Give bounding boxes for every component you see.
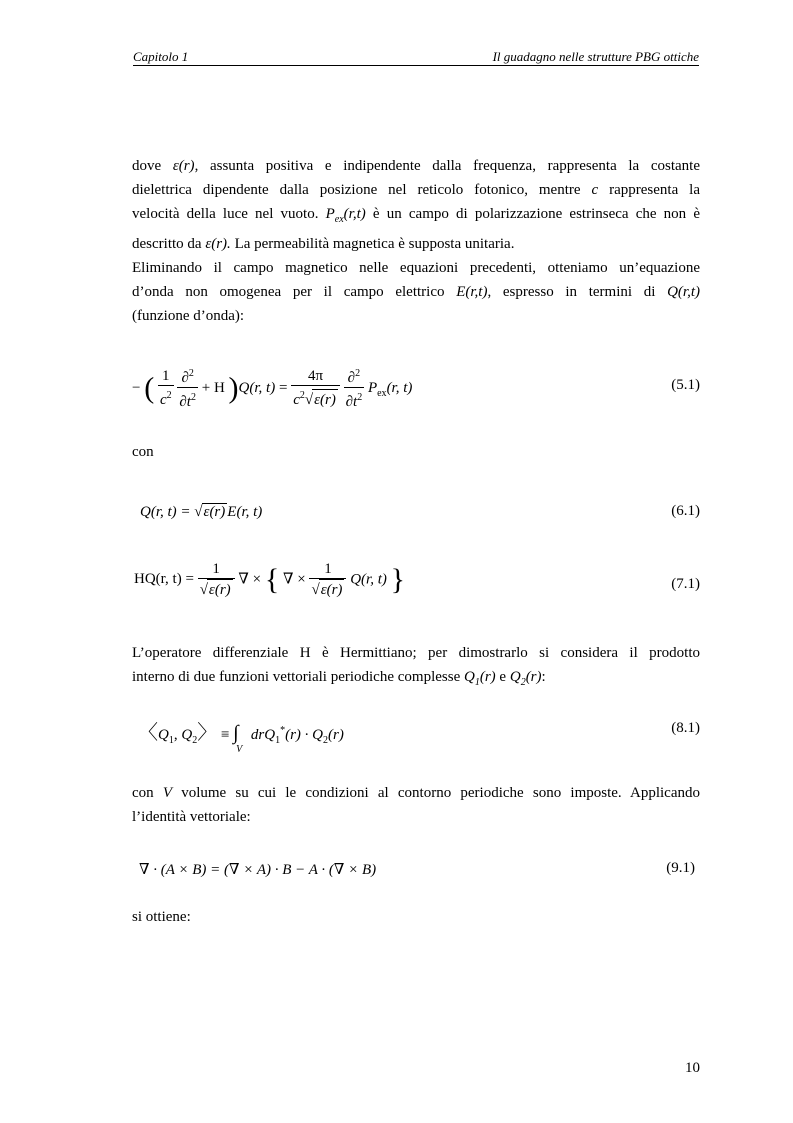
para3-line1: con V volume su cui le condizioni al contorno periodiche sono imposte. Applicando [132,785,700,801]
eq7-nabla-a: ∇ × [238,571,262,588]
eq5-frac-d2-dt2: $\frac{\partial^2}{\partial t^2}$ [177,365,198,412]
para1-line3: velocità della luce nel vuoto. $P_{ex}(r,t)$ è un campo di polarizzazione estrinseca che non è [132,206,700,225]
para3-line2: l’identità vettoriale: [132,809,251,825]
eq5-minus: − [132,379,141,396]
equation-9-1 [132,860,700,879]
con-text-1: con [132,444,154,460]
eq9-expr: ∇ · (A × B) = (∇ × A) · B − A · (∇ × B) [139,862,377,878]
eq7-nabla-b: ∇ × [283,571,306,588]
eq5-rt: (r, t) [249,379,276,396]
eq6-lhs: Q(r, t) = [140,504,191,520]
eq8-integral: ∫ V [233,722,243,755]
eq8-bracket-open: 〈 [138,722,158,744]
eq5-plus-h: + Η [201,379,225,396]
equation-8-1: 〈$Q_1$, $Q_2$〉 ≡ ∫ V $drQ_1^*(r) \cdot Q_2(r)$ (8.1) [138,720,700,755]
eq7-frac-a: $\frac{1}{√\varepsilon(r)}$ [198,560,235,600]
eq7-lhs: ΗQ(r, t) = [134,571,194,588]
header-chapter: Capitolo 1 [133,49,189,64]
equation-5-1: − ( $\frac{1}{c^2}$ $\frac{\partial^2}{\partial t^2}$ + Η )Q(r, t) = $\frac{4\pi}{c^2√\varepsilon(r)}$ $\frac{\partial^2}{\partial t^2}$ $P_{ex}(r$, t) (5.1) [132,365,700,411]
equation-7-1: ΗQ(r, t) = $\frac{1}{√\varepsilon(r)}$ ∇ × { ∇ × $\frac{1}{√\varepsilon(r)}$ Q(r, t) } (7.1) [134,561,700,598]
eq5-frac-1-c2: $\frac{1}{c^2}$ [159,368,172,408]
eq8-bracket-close: 〉 [197,722,218,744]
eq5-frac-4pi: $\frac{4\pi}{c^2√\varepsilon(r)}$ [291,367,340,410]
eq8-number: (8.1) [671,720,700,736]
para2-line1: L’operatore differenziale Η è Hermittiano; per dimostrarlo si considera il prodotto [132,645,700,661]
para1-line7: (funzione d’onda): [132,308,245,324]
page-header [133,50,699,66]
para2-line2: interno di due funzioni vettoriali periodiche complesse $Q_1(r)$ e $Q_2(r)$: [132,669,546,688]
para1-line5: Eliminando il campo magnetico nelle equazioni precedenti, otteniamo un’equazione [132,260,700,276]
eq5-prt: (r, t) [386,379,413,396]
para1-line6: d’onda non omogenea per il campo elettrico E(r,t), espresso in termini di Q(r,t) [132,284,701,300]
final-text: si ottiene: [132,909,191,925]
eq7-frac-b: $\frac{1}{√\varepsilon(r)}$ [309,560,346,600]
eq6-sqrt: √ε(r) [194,504,226,520]
paragraph-1 [132,154,700,328]
eq5-equals: = [278,379,288,396]
paragraph-3 [132,781,700,829]
para1-line2: dielettrica dipendente dalla posizione nel reticolo fotonico, mentre c rappresenta la [132,182,700,198]
eq9-number: (9.1) [666,860,695,876]
page-number: 10 [685,1060,700,1076]
header-title: Il guadagno nelle strutture PBG ottiche [492,49,699,64]
eq5-frac-d2-dt2-b: $\frac{\partial^2}{\partial t^2}$ [344,365,365,412]
eq5-ex: ex [377,387,387,399]
para1-line1: dove ε(r), assunta positiva e indipendente dalla frequenza, rappresenta la costante [132,158,700,174]
para1-line4: descritto da ε(r). La permeabilità magnetica è supposta unitaria. [132,236,515,252]
eq5-p: P [367,379,378,396]
eq6-rhs: E(r, t) [227,504,263,520]
eq8-equiv: ≡ [220,727,230,743]
eq7-number: (7.1) [671,576,700,592]
paragraph-2 [132,641,700,695]
eq6-number: (6.1) [671,503,700,519]
eq5-number: (5.1) [671,377,700,393]
equation-6-1 [132,503,700,521]
eq7-q: Q(r, t) [350,571,387,588]
eq5-q: Q [238,379,250,396]
